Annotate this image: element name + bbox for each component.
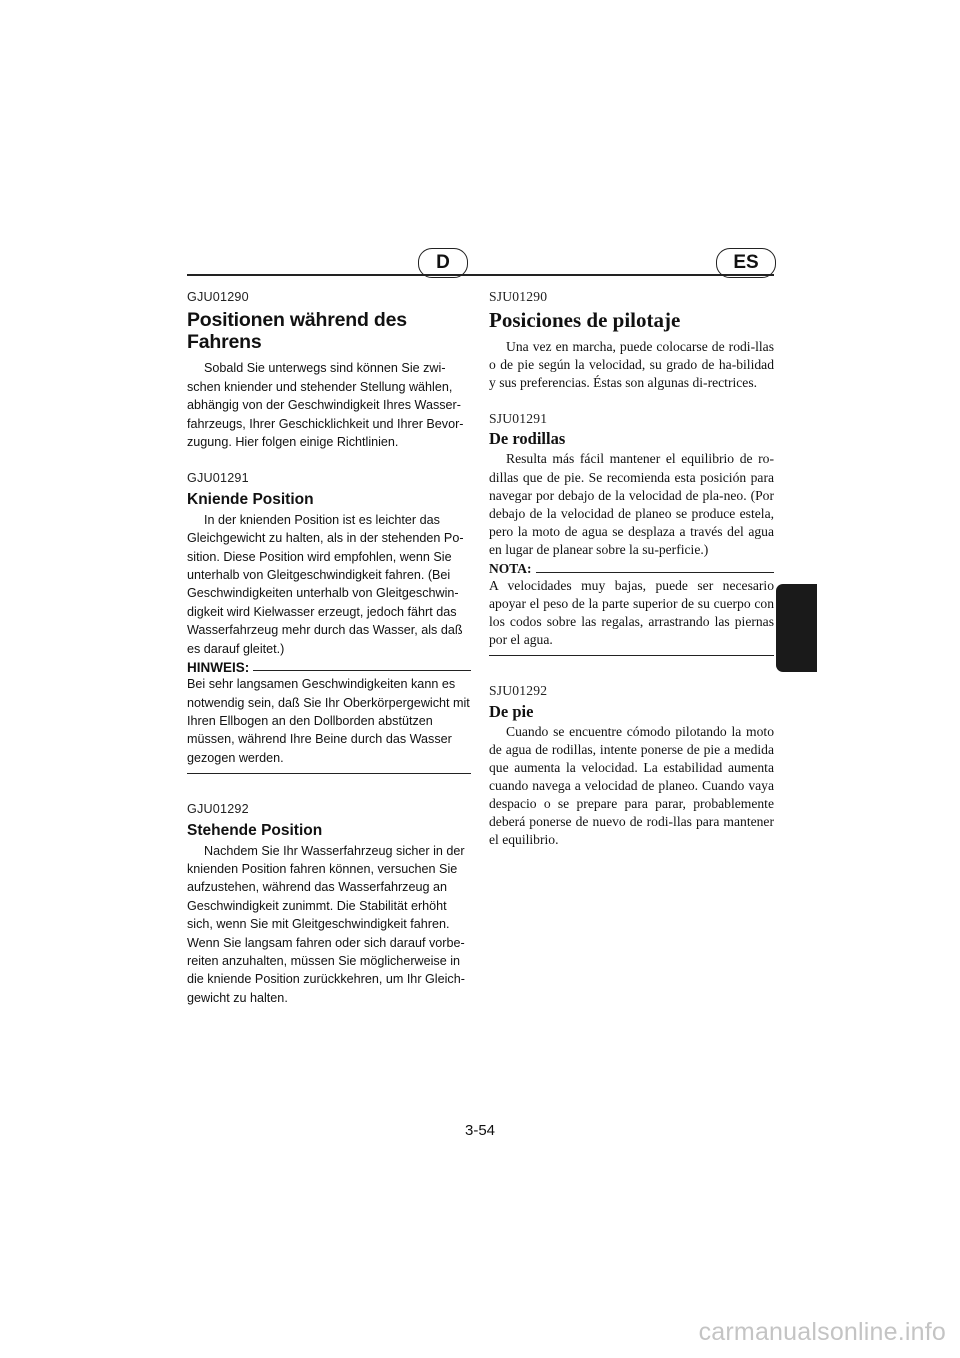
note-rule: [536, 572, 775, 573]
watermark: carmanualsonline.info: [698, 1318, 946, 1346]
section-title: Positionen während des Fahrens: [187, 309, 407, 354]
section-code: SJU01290: [489, 289, 548, 304]
language-badge-spanish: ES: [716, 248, 776, 278]
language-badge-german: D: [418, 248, 468, 278]
header-rule: [187, 274, 774, 276]
section-text: Cuando se encuentre cómodo pilotando la moto de agua de rodillas, intente ponerse de pie a medida que aumenta la velocidad. La estabilidad aumenta cuando navega a velocidad de planeo. Cuando vaya despacio o se prepare para parar, probablemente deberá ponerse de nuevo de rodi-llas para mantener el equilibrio.: [489, 723, 774, 848]
note-text: A velocidades muy bajas, puede ser necesario apoyar el peso de la parte superior de su cuerpo con los codos sobre las regalas, arrastrando las piernas por el agua.: [489, 578, 774, 648]
note-header: [489, 561, 774, 577]
section-title: Stehende Position: [187, 821, 323, 839]
section-text: Sobald Sie unterwegs sind können Sie zwi-schen kniender und stehender Stellung wählen, abhängig von der Geschwindigkeit Ihres Wasser-fahrzeugs, Ihrer Geschicklichkeit und Ihrer Bevor-zugung. Hier folgen einige Richtlinien.: [187, 361, 464, 450]
section-code: GJU01290: [187, 290, 249, 304]
section-title: Kniende Position: [187, 490, 314, 508]
spanish-column: [489, 288, 774, 849]
section-code: SJU01292: [489, 683, 548, 699]
section-code: GJU01292: [187, 802, 249, 817]
section-text: Nachdem Sie Ihr Wasserfahrzeug sicher in der knienden Position fahren können, versuchen Sie aufzustehen, während das Wasserfahrzeug an Geschwindigkeit zunimmt. Die Stabilität erhöht sich, wenn Sie mit Gleitgeschwindigkeit fahren. Wenn Sie langsam fahren oder sich darauf vorbe-reiten anzuhalten, müssen Sie möglicherweise in die kniende Position zurückkehren, um Ihr Gleich-gewicht zu halten.: [187, 843, 465, 1005]
section-code: SJU01291: [489, 411, 548, 427]
section-text: Una vez en marcha, puede colocarse de rodi-llas o de pie según la velocidad, su grado de ha-bilidad y sus preferencias. Éstas son algunas di-rectrices.: [489, 339, 774, 391]
note-label: HINWEIS:: [187, 660, 250, 676]
section-code: GJU01291: [187, 471, 249, 486]
chapter-side-tab: [776, 584, 817, 672]
section-title: De pie: [489, 701, 534, 721]
section-text: Resulta más fácil mantener el equilibrio de ro-dillas que de pie. Se recomienda esta posición para navegar por debajo de la velocidad de pla-neo. (Por debajo de la velocidad de planeo se produce estela, pero la moto de agua se desplaza a través del agua en lugar de planear sobre la su-perficie.): [489, 451, 774, 557]
section-title: De rodillas: [489, 429, 566, 449]
page-number: 3-54: [464, 1122, 496, 1139]
note-text: Bei sehr langsamen Geschwindigkeiten kann es notwendig sein, daß Sie Ihr Oberkörpergewicht mit Ihren Ellbogen an den Dollborden abstützen müssen, während Ihre Beine durch das Wasser gezogen werden.: [187, 677, 470, 765]
german-column: [187, 288, 471, 1007]
note-label: NOTA:: [489, 561, 532, 577]
section-title: Posiciones de pilotaje: [489, 308, 681, 333]
section-text: In der knienden Position ist es leichter das Gleichgewicht zu halten, als in der stehenden Po-sition. Diese Position wird empfohlen, wenn Sie unterhalb von Gleitgeschwindigkeit fahren. (Bei Geschwindigkeiten unterhalb von Gleitgeschwin-digkeit wird Kielwasser erzeugt, jedoch fährt das Wasserfahrzeug mehr durch das Wasser, als daß es darauf gleitet.): [187, 512, 464, 656]
note-rule: [253, 670, 471, 671]
note-header: [187, 660, 471, 675]
